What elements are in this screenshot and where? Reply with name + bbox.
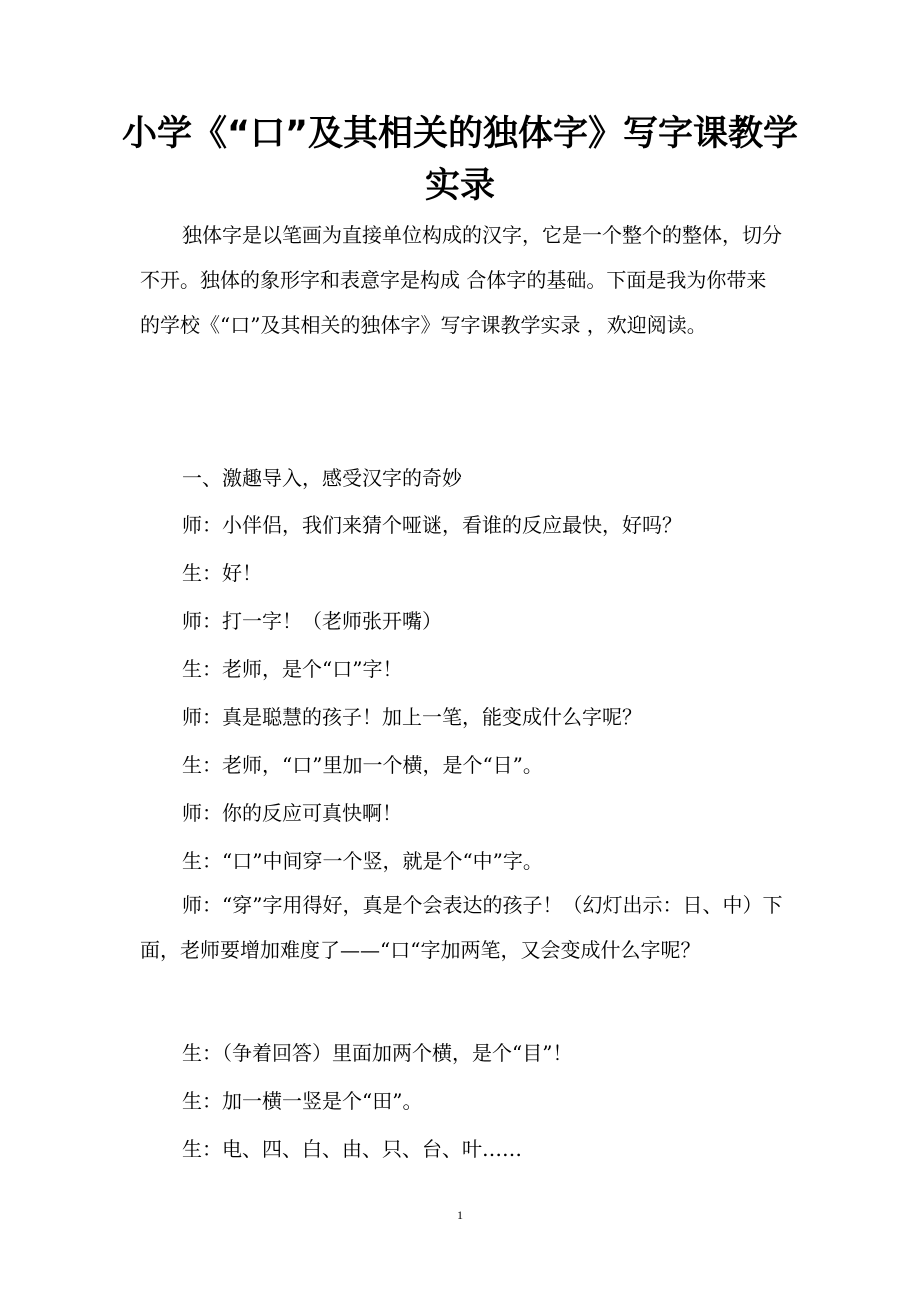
dialogue-line: 生：老师，是个“口”字！ bbox=[182, 657, 403, 681]
dialogue-line: 生：电、四、白、由、只、台、叶…… bbox=[182, 1137, 522, 1161]
dialogue-line: 生：好！ bbox=[182, 561, 262, 585]
intro-paragraph: 独体字是以笔画为直接单位构成的汉字，它是一个整个的整体，切分不开。独体的象形字和表意字是构成 合体字的基础。下面是我为你带来的学校《“口”及其相关的独体字》写字课教学实录 ，欢迎阅读。 bbox=[140, 223, 782, 337]
section-heading: 一、激趣导入，感受汉字的奇妙 bbox=[182, 466, 462, 490]
dialogue-paragraph: 师：“穿”字用得好，真是个会表达的孩子！（幻灯出示：日、中）下面，老师要增加难度了——“口“字加两笔，又会变成什么字呢？ bbox=[140, 893, 783, 962]
page-number: 1 bbox=[457, 1208, 463, 1222]
dialogue-line: 生：加一横一竖是个“田”。 bbox=[182, 1089, 423, 1113]
dialogue-line: 师：打一字！（老师张开嘴） bbox=[182, 609, 442, 633]
document-title: 小学《“口”及其相关的独体字》写字课教学实录 bbox=[121, 114, 798, 206]
dialogue-line: 生：“口”中间穿一个竖，就是个“中”字。 bbox=[182, 849, 543, 873]
dialogue-line: 生：老师，“口”里加一个横，是个“日”。 bbox=[182, 753, 543, 777]
dialogue-line: 生：（争着回答）里面加两个横，是个“目”！ bbox=[182, 1041, 573, 1065]
dialogue-line: 师：你的反应可真快啊！ bbox=[182, 801, 402, 825]
dialogue-line: 师：小伴侣，我们来猜个哑谜，看谁的反应最快，好吗？ bbox=[182, 513, 682, 537]
dialogue-line: 师：真是聪慧的孩子！加上一笔，能变成什么字呢？ bbox=[182, 705, 642, 729]
